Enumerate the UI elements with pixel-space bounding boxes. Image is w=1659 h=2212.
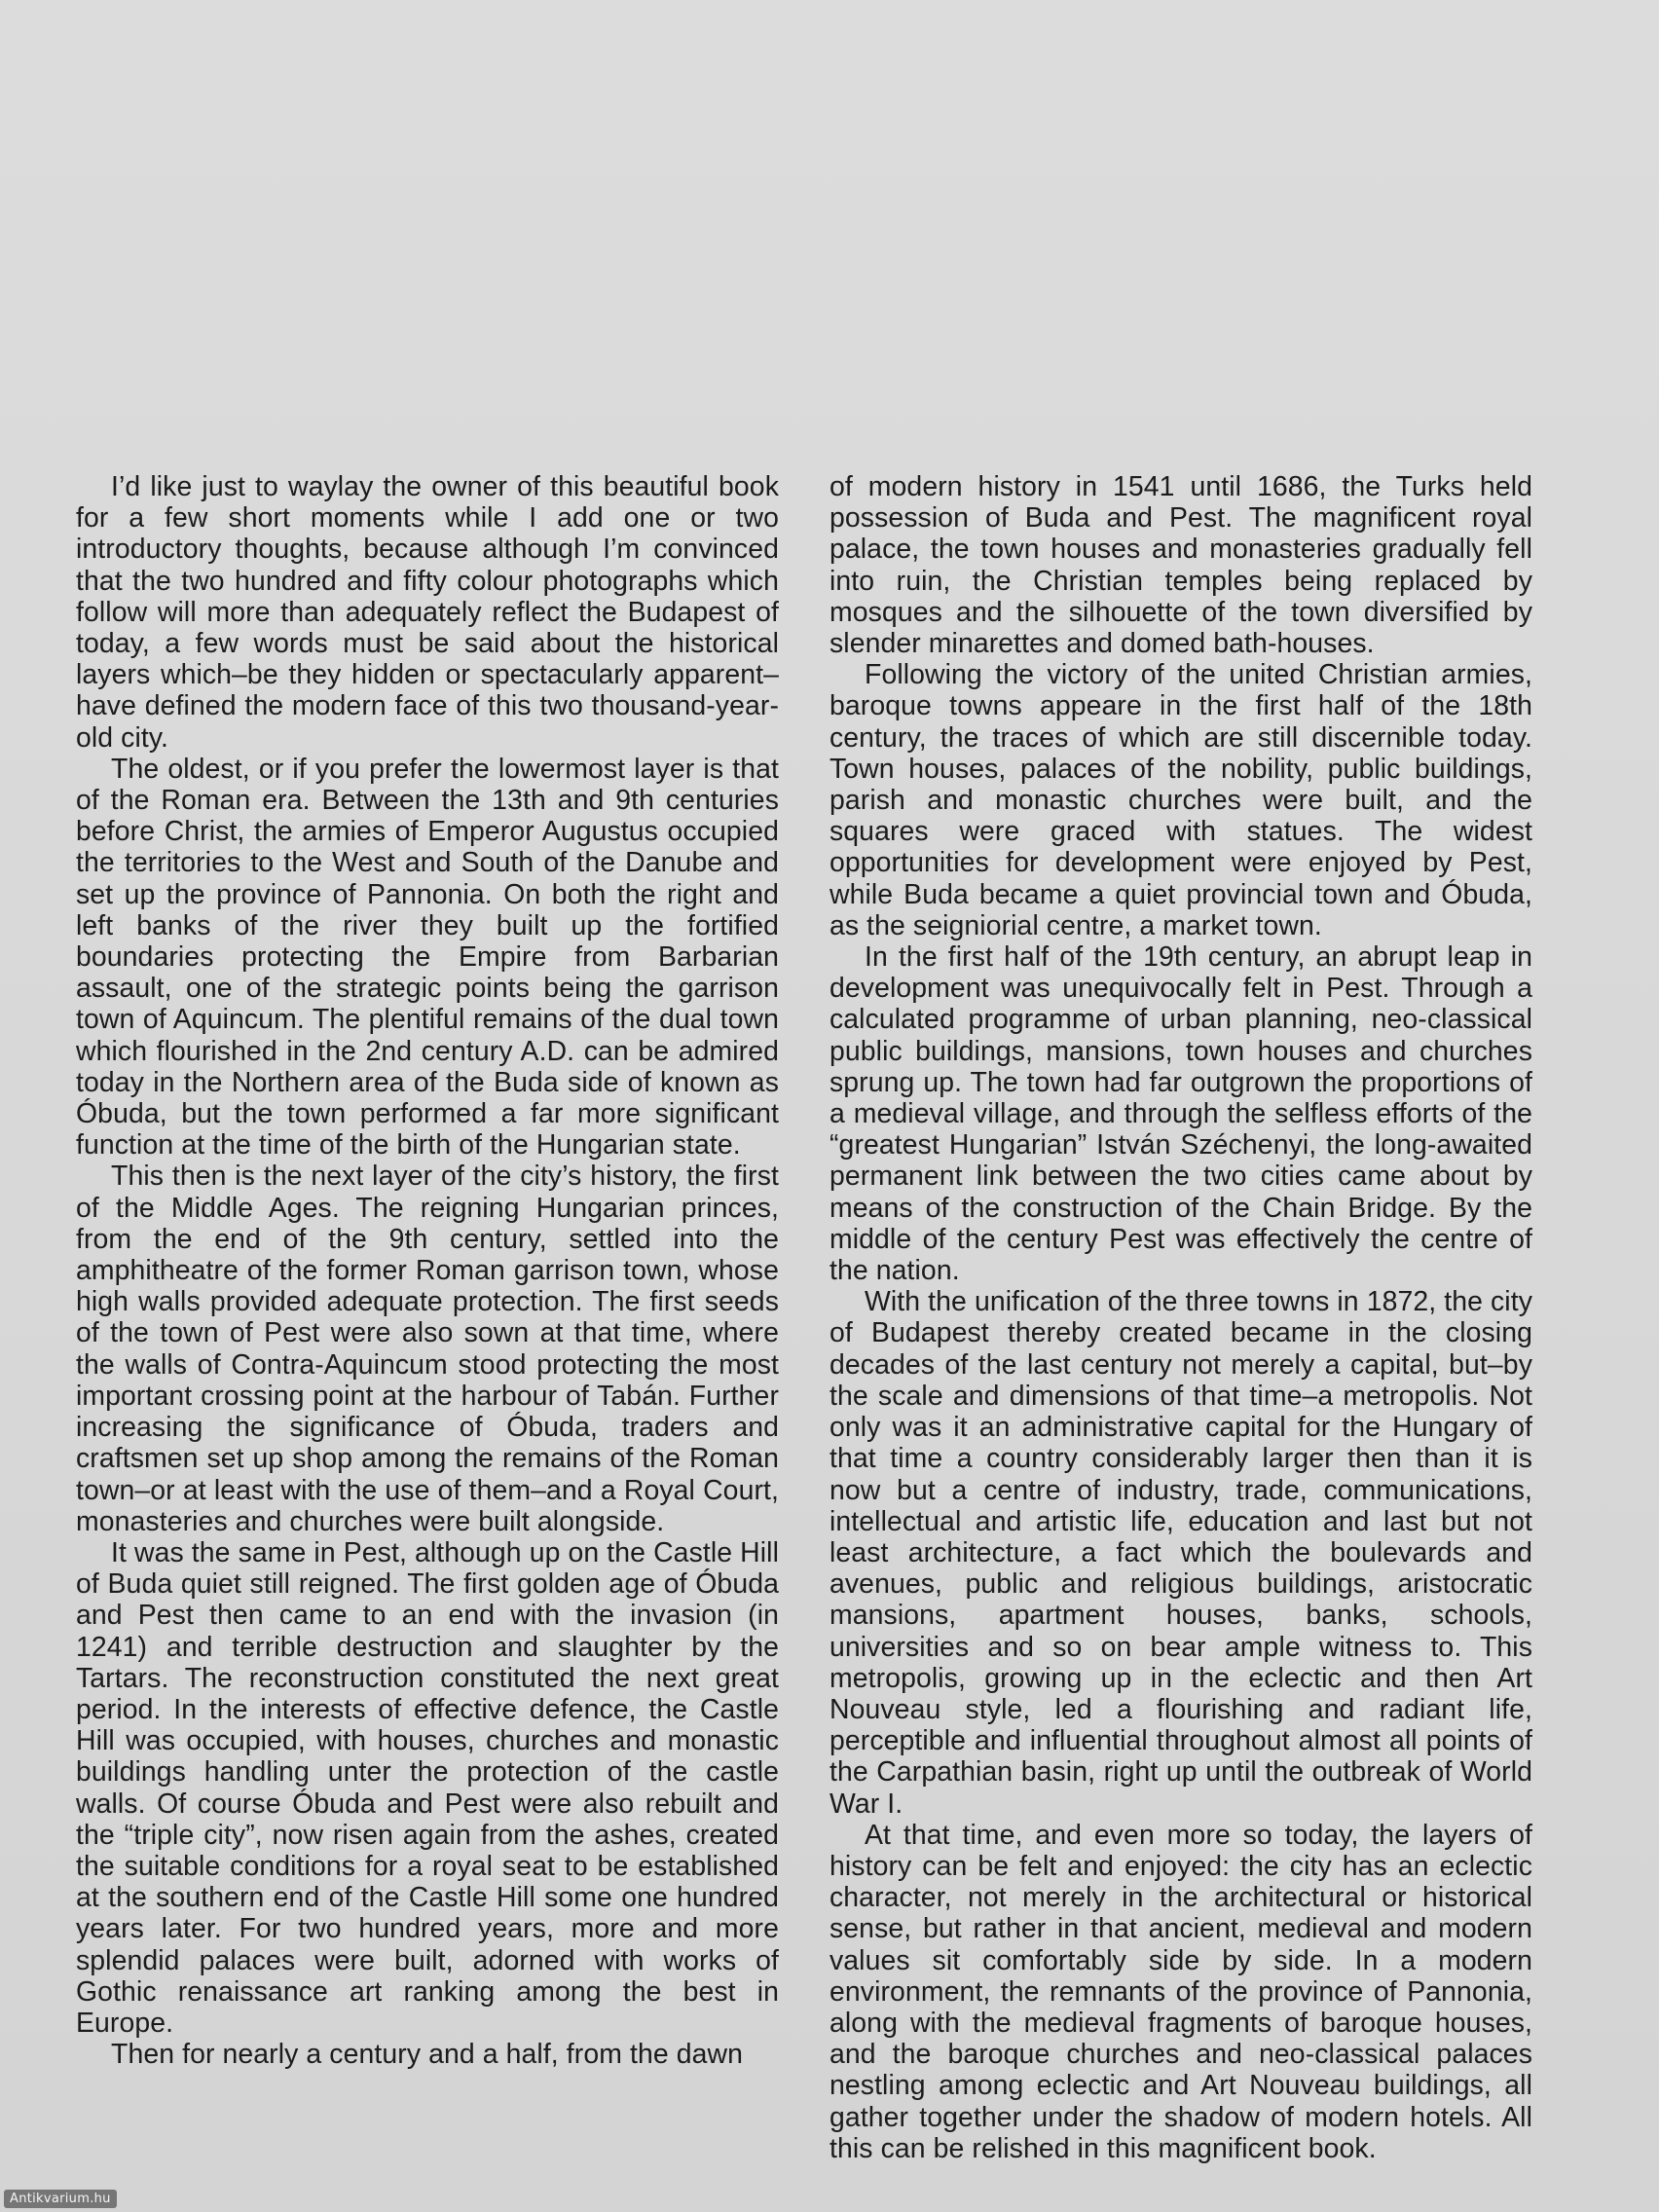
paragraph-baroque-era: Following the victory of the united Christian armies, baroque towns appeare in the first half of the 18th century, the traces of which are still discernible today. Town houses, palaces of the nobility, public buildings, parish and monastic churches were built, and the squares were graced with statues. The widest opportunities for development were enjoyed by Pest, while Buda became a quiet provincial town and Óbuda, as the seigniorial centre, a market town. <box>830 659 1532 941</box>
paragraph-turkish-era-start: Then for nearly a century and a half, from the dawn <box>111 2039 743 2071</box>
paragraph-unification: With the unification of the three towns in 1872, the city of Budapest thereby created became in the closing decades of the last century not merely a capital, but–by the scale and dimensions of that time–a metropolis. Not only was it an administrative capital for the Hungary of that time a country considerably larger then than it is now but a centre of industry, trade, communications, intellectual and artistic life, education and last but not least architecture, a fact which the boulevards and avenues, public and religious buildings, aristocratic mansions, apartment houses, banks, schools, universities and so on bear ample witness to. This metropolis, growing up in the eclectic and then Art Nouveau style, led a flourishing and radiant life, perceptible and influential throughout almost all points of the Carpathian basin, right up until the outbreak of World War I. <box>830 1286 1532 1820</box>
paragraph-19th-century: In the first half of the 19th century, an abrupt leap in development was unequivocally felt in Pest. Through a calculated programme of urban planning, neo-classical public buildings, mansions, town houses and churches sprung up. The town had far outgrown the proportions of a medieval village, and through the selfless efforts of the “greatest Hungarian” István Széchenyi, the long-awaited permanent link between the two cities came about by means of the construction of the Chain Bridge. By the middle of the century Pest was effectively the centre of the nation. <box>830 941 1532 1287</box>
paragraph-turkish-era-continued: of modern history in 1541 until 1686, the Turks held possession of Buda and Pest. The magnificent royal palace, the town houses and monasteries gradually fell into ruin, the Christian temples being replaced by mosques and the silhouette of the town diversified by slender minarettes and domed bath-houses. <box>830 471 1532 660</box>
paragraph-roman-era: The oldest, or if you prefer the lowermost layer is that of the Roman era. Between the 13th and 9th centuries before Christ, the armies of Emperor Augustus occupied the territories to the West and South of the Danube and set up the province of Pannonia. On both the right and left banks of the river they built up the fortified boundaries protecting the Empire from Barbarian assault, one of the strategic points being the garrison town of Aquincum. The plentiful remains of the dual town which flourished in the 2nd century A.D. can be admired today in the Northern area of the Buda side of known as Óbuda, but the town performed a far more significant function at the time of the birth of the Hungarian state. <box>76 753 779 1161</box>
site-watermark: Antikvarium.hu <box>4 2190 117 2208</box>
paragraph-castle-hill: It was the same in Pest, although up on the Castle Hill of Buda quiet still reigned. The first golden age of Óbuda and Pest then came to an end with the invasion (in 1241) and terrible destruction and slaughter by the Tartars. The reconstruction constituted the next great period. In the interests of effective defence, the Castle Hill was occupied, with houses, churches and monastic buildings handling unter the protection of the castle walls. Of course Óbuda and Pest were also rebuilt and the “triple city”, now risen again from the ashes, created the suitable conditions for a royal seat to be established at the southern end of the Castle Hill some one hundred years later. For two hundred years, more and more splendid palaces were built, adorned with works of Gothic renaissance art ranking among the best in Europe. <box>76 1536 779 2039</box>
paragraph-middle-ages: This then is the next layer of the city’s history, the first of the Middle Ages. The reigning Hungarian princes, from the end of the 9th century, settled into the amphitheatre of the former Roman garrison town, whose high walls provided adequate protection. The first seeds of the town of Pest were also sown at that time, where the walls of Contra-Aquincum stood protecting the most important crossing point at the harbour of Tabán. Further increasing the significance of Óbuda, traders and craftsmen set up shop among the remains of the Roman town–or at least with the use of them–and a Royal Court, monasteries and churches were built alongside. <box>76 1161 779 1537</box>
left-text-column <box>76 471 779 2070</box>
paragraph-closing: At that time, and even more so today, the layers of history can be felt and enjoyed: the city has an eclectic character, not merely in the architectural or historical sense, but rather in that ancient, medieval and modern values sit comfortably side by side. In a modern environment, the remnants of the province of Pannonia, along with the medieval fragments of baroque houses, and the baroque churches and neo-classical palaces nestling among eclectic and Art Nouveau buildings, all gather together under the shadow of modern hotels. All this can be relished in this magnificent book. <box>830 1819 1532 2164</box>
paragraph-introduction: I’d like just to waylay the owner of this beautiful book for a few short moments while I add one or two introductory thoughts, because although I’m convinced that the two hundred and fifty colour photographs which follow will more than adequately reflect the Budapest of today, a few words must be said about the historical layers which–be they hidden or spectacularly apparent–have defined the modern face of this two thousand-year-old city. <box>76 471 779 754</box>
right-text-column <box>830 471 1532 2164</box>
